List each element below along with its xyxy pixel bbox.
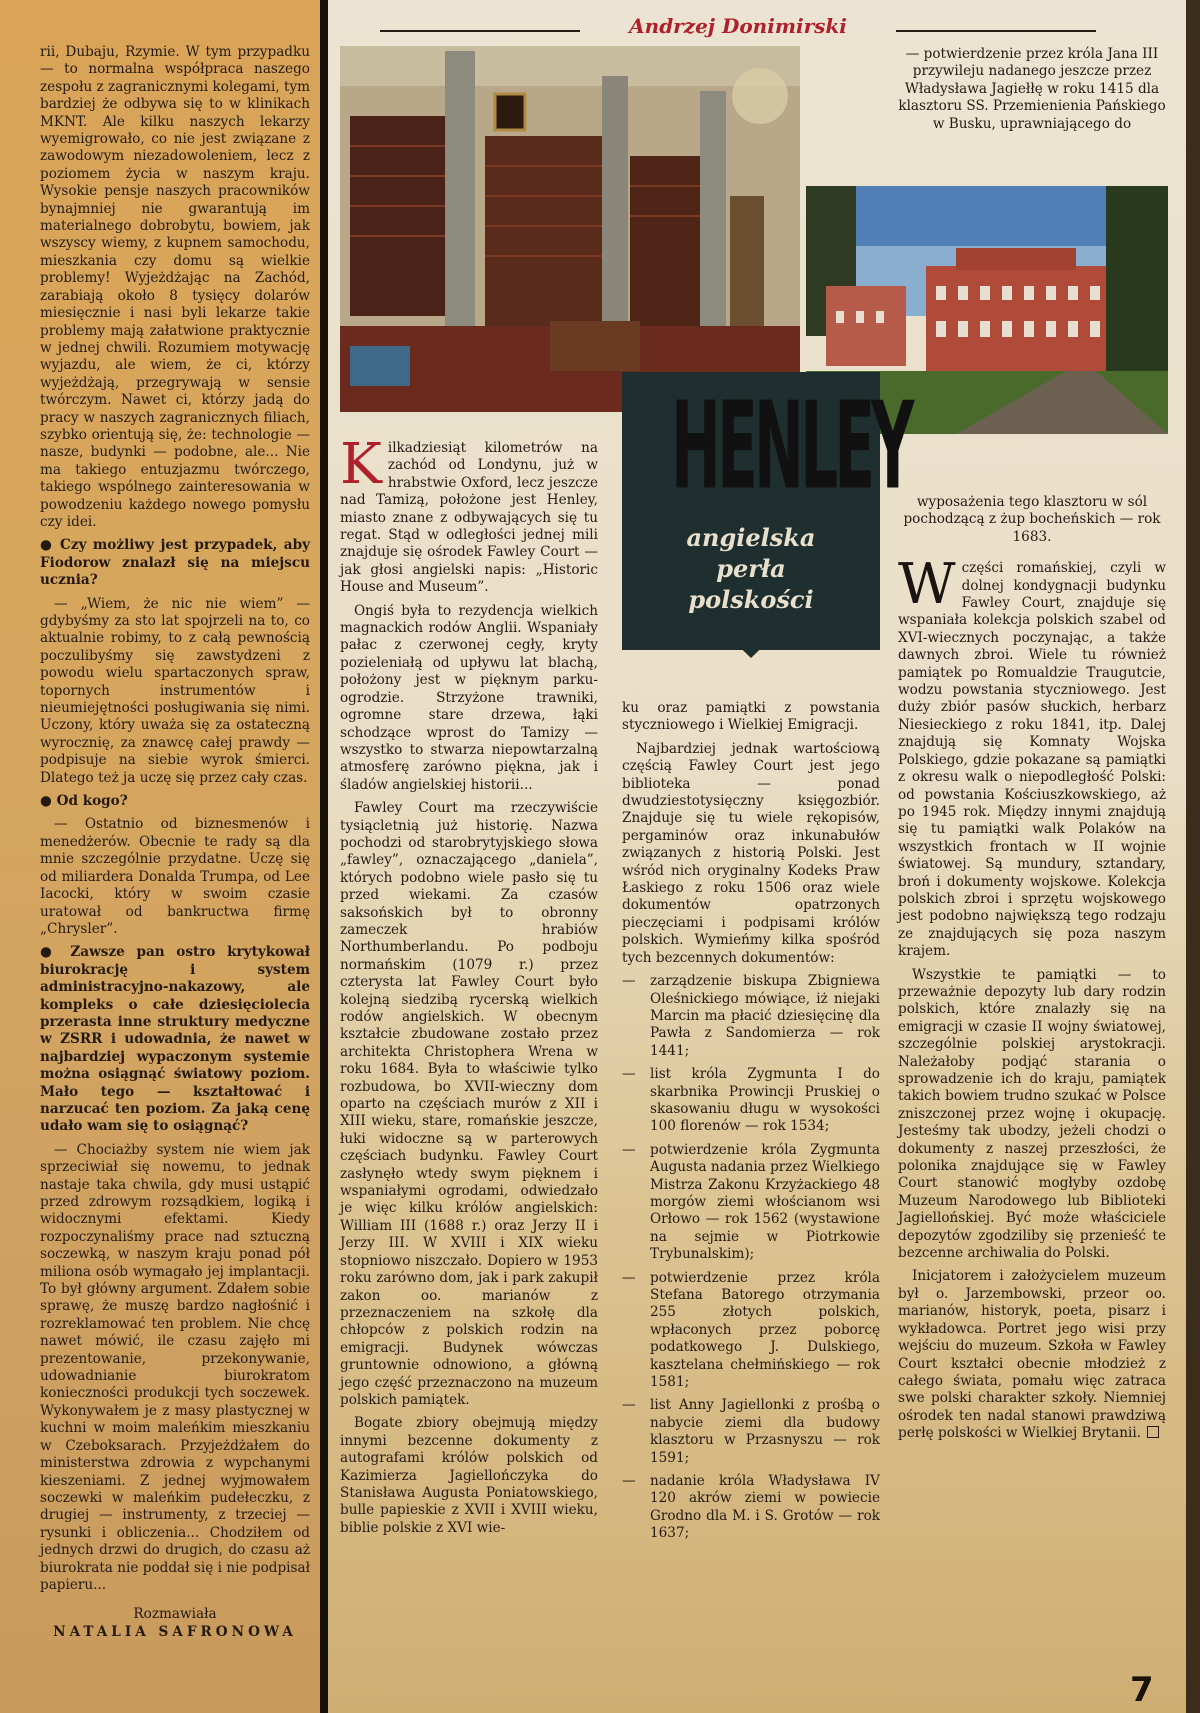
title-box (622, 372, 911, 650)
article-title: HENLEY (671, 376, 911, 516)
list-item: — list króla Zygmunta I do skarbnika Prowincji Pruskiej o skasowaniu długu w wysokości 100 florenów — rok 1534; (622, 1066, 880, 1136)
subtitle-line: polskości (688, 585, 814, 614)
list-item: — zarządzenie biskupa Zbigniewa Oleśnickiego mówiące, iż niejaki Marcin ma płacić dziesięcinę dla Pawła z Sandomierza — rok 1441; (622, 973, 880, 1060)
article-paragraph (898, 1268, 1166, 1442)
article-paragraph: Wszystkie te pamiątki — to przeważnie depozyty lub dary rodzin polskich, które znalazły się na emigracji w czasie II wojny światowej, szczególnie polskiej arystokracji. Należałoby podjąć starania o sprowadzenie ich do kraju, pamiątek takich bowiem trudno szukać w Polsce zniszczonej przez wojnę i okupację. Jesteśmy tak ubodzy, jeżeli chodzi o dokumenty z naszej przeszłości, że polonika znajdujące się w Fawley Court stanowić mogłyby ozdobę Muzeum Narodowego lub Biblioteki Jagiellońskiej. Być może właściciele depozytów zgodziliby się przenieść te bezcenne archiwalia do Polski. (898, 966, 1166, 1262)
section-text: części romańskiej, czyli w dolnej kondygnacji budynku Fawley Court, znajduje się wspaniała kolekcja polskich szabel od XVI-wiecznych poczynając, a także dawnych zbroi. Wiele tu również pamiątek po Romualdzie Traugutcie, wodzu powstania styczniowego. Jest duży zbiór pasów słuckich, herbarz Niesieckiego z roku 1841, itp. Dalej znajdują się Komnaty Wojska Polskiego, gdzie pokazane są pamiątki z okresu walk o niepodległość Polski: od powstania Kościuszkowskiego, aż po 1945 rok. Między innymi znajdują się tu pamiątki walk Polaków na wszystkich frontach w II wojnie światowej. Są mundury, sztandary, broń i dokumenty wojskowe. Kolekcja polskich zbroi i sprzętu wojskowego jest podobno największą tego rodzaju ze znajdujących się poza naszym krajem. (898, 560, 1166, 960)
dropcap: K (340, 432, 382, 497)
article-paragraph: Fawley Court ma rzeczywiście tysiącletnią już historię. Nazwa pochodzi od starobrytyjskiego słowa „fawley”, oznaczającego „daniela”, których podobno wiele pasło się tu przed wiekami. Za czasów saksońskich był to obronny zameczek hrabiów Northumberlandu. Po podboju normańskim (1079 r.) przez czterysta lat Fawley Court było kolejną siedzibą rycerską wielkich rodów angielskich. W obecnym kształcie zbudowane zostało przez architekta Christophera Wrena w roku 1684. Była to właściwie tylko rozbudowa, bo XVII-wieczny dom oparto na częściach murów z XII i XIII wieku, stare, romańskie jeszcze, łuki widoczne są w parterowych częściach budynku. Fawley Court zasłynęło wtedy swym pięknem i wspaniałymi ogrodami, odwiedzało je więc kilku królów angielskich: William III (1688 r.) oraz Jerzy II i Jerzy III. W XVIII i XIX wieku stopniowo niszczało. Dopiero w 1953 roku zarówno dom, jak i park zakupił zakon oo. marianów z przeznaczeniem na szkołę dla chłopców z polskich rodzin na emigracji. Budynek wówczas gruntownie odnowiono, a główną jego część przeznaczono na muzeum polskich pamiątek. (340, 800, 598, 1408)
article-paragraph (898, 552, 1166, 960)
page-edge (1186, 0, 1200, 1713)
closing-text: Inicjatorem i założycielem muzeum był o. Jarzembowski, przeor oo. marianów, historyk, poeta, pisarz i wykładowca. Portret jego wisi przy wejściu do muzeum. Szkoła w Fawley Court kształci obecnie młodzież z całego świata, pomału więc zatraca swe polski charakter szkoły. Niemniej ośrodek ten nadal stanowi prawdziwą perłę polskości w Wielkiej Brytanii. (898, 1268, 1166, 1442)
interview-column-background (0, 0, 320, 1713)
signoff-label: Rozmawiała (133, 1606, 217, 1623)
interview-column (40, 44, 310, 1641)
list-item: — nadanie króla Władysława IV 120 akrów ziemi w powiecie Grodno dla M. i S. Grotów — rok 1637; (622, 1473, 880, 1543)
column-divider (320, 0, 328, 1713)
title-box-pointer (726, 634, 776, 660)
interview-paragraph: rii, Dubaju, Rzymie. W tym przypadku — to normalna współpraca naszego zespołu z zagranicznymi kolegami, tym bardziej że odbywa się to w klinikach MKNT. Ale kilku naszych lekarzy wyemigrowało, co nie jest związane z zawodowym niezadowoleniem, lecz z poziomem życia w naszym kraju. Wysokie pensje naszych pracowników bynajmniej nie gwarantują im materialnego dobrobytu, bowiem, jak wszyscy wiemy, z kupnem samochodu, mieszkania czy domu są wielkie problemy! Wyjeżdżając na Zachód, zarabiają około 8 tysięcy dolarów miesięcznie i nasi byli lekarze takie problemy mają załatwione praktycznie w jednej chwili. Rozumiem motywację wyjazdu, ale wiem, że ci, którzy wyjeżdżają, przegrywają w sensie twórczym. Nawet ci, którzy jadą do pracy w naszych zagranicznych filiach, szybko orientują się, że: technologie — nasze, budynki — podobne, ale... Nie ma takiego entuzjazmu twórczego, takiego wspólnego zainteresowania w powodzeniu każdego nowego pomysłu czy idei. (40, 44, 311, 530)
article-subtitle (622, 522, 880, 615)
lead-text: ilkadziesiąt kilometrów na zachód od Londynu, już w hrabstwie Oxford, lecz jeszcze nad Tamizą, położone jest Henley, miasto znane z odbywających się tu regat. Stąd w odległości jednej mili znajduje się ośrodek Fawley Court — jak głosi angielski napis: „Historic House and Museum”. (340, 440, 598, 596)
article-paragraph: ku oraz pamiątki z powstania styczniowego i Wielkiej Emigracji. (622, 700, 880, 734)
interview-paragraph: — Chociażby system nie wiem jak sprzeciwiał się nowemu, to jednak nastaje taka chwila, gdy musi ustąpić przed zdrowym rozsądkiem, logiką i widocznymi efektami. Kiedy rozpoczynaliśmy prace nad sztuczną soczewką, w naszym kraju ponad pół miliona osób wymagało jej implantacji. To był główny argument. Zdałem sobie sprawę, że muszę bardzo nagłośnić i rozreklamować ten problem. Nie chcę nawet mówić, ile czasu zajęło mi prezentowanie, przekonywanie, udowadnianie biurokratom konieczności produkcji tych soczewek. Wykonywałem je z masy plastycznej w kuchni w moim maleńkim mieszkaniu w Czeboksarach. Przyjeżdżałem do ministerstwa zdrowia z wypchanymi kieszeniami. Z jednej wyjmowałem soczewki w maleńkim pudełeczku, z drugiej — instrumenty, z trzeciej — rysunki i obliczenia... Chodziłem od jednych drzwi do drugich, do czasu aż biurokrata nie poddał się i nie podpisał papieru... (40, 1141, 310, 1593)
article-column-1 (340, 432, 598, 1543)
article-paragraph (340, 432, 598, 597)
signoff-name: NATALIA SAFRONOWA (53, 1623, 297, 1640)
dropcap: W (898, 552, 956, 618)
interview-paragraph: — Ostatnio od biznesmenów i menedżerów. Obecnie te rady są dla mnie szczególnie przydatne. Uczę się od miliardera Donalda Trumpa, od Lee Iacocki, który w swoim czasie uratował od bankructwa firmę „Chrysler”. (40, 816, 310, 937)
list-item: — potwierdzenie króla Zygmunta Augusta nadania przez Wielkiego Mistrza Zakonu Krzyżackiego 48 morgów ziemi włościanom wsi Orłowo — rok 1562 (wystawione na sejmie w Piotrkowie Trybunalskim); (622, 1142, 880, 1264)
byline: Andrzej Donimirski (629, 14, 847, 38)
interview-question: ● Od kogo? (40, 793, 310, 810)
page-number: 7 (1130, 1670, 1154, 1710)
byline-rule-left (380, 30, 580, 32)
interview-question: ● Czy możliwy jest przypadek, aby Fiodorow znalazł się na miejscu ucznia? (40, 537, 310, 589)
article-paragraph: Bogate zbiory obejmują między innymi bezcenne dokumenty z autografami królów polskich od Kazimierza Jagiellończyka do Stanisława Augusta Poniatowskiego, bulle papieskie z XVII i XVIII wieku, biblie polskie z XVI wie- (340, 1415, 598, 1536)
list-item: — potwierdzenie przez króla Stefana Batorego otrzymania 255 złotych polskich, wpłaconych przez poborcę podatkowego J. Dulskiego, kasztelana chełmińskiego — rok 1581; (622, 1270, 880, 1392)
library-photo (340, 46, 800, 412)
library-illustration (340, 46, 800, 412)
article-paragraph: — potwierdzenie przez króla Jana III przywileju nadanego jeszcze przez Władysława Jagiełłę w roku 1415 dla klasztoru SS. Przemienienia Pańskiego w Busku, uprawniającego do (898, 46, 1166, 132)
interview-question: ● Zawsze pan ostro krytykował biurokrację i system administracyjno-nakazowy, ale kompleks o całe dziesięciolecia przerasta inne struktury medyczne w ZSRR i udowadnia, że nawet w najbardziej wypaczonym systemie można osiągnąć światowy poziom. Mało tego — kształtować i narzucać ten poziom. Za jaką cenę udało wam się to osiągnąć? (40, 944, 310, 1135)
article-paragraph: wyposażenia tego klasztoru w sól pochodzącą z żup bocheńskich — rok 1683. (903, 494, 1161, 545)
article-column-3 (898, 494, 1166, 1449)
documents-list (622, 973, 880, 1543)
interview-paragraph: — „Wiem, że nic nie wiem” — gdybyśmy za sto lat spojrzeli na to, co aktualnie robimy, to z całą pewnością poczulibyśmy się zawstydzeni z powodu wielu spartaczonych spraw, topornych instrumentów i nieumiejętności posługiwania się nimi. Uczony, który uważa się za ostateczną wyrocznię, za znawcę całej prawdy — podpisuje na siebie wyrok śmierci. Dlatego też ja uczę się przez cały czas. (40, 595, 310, 786)
end-mark-icon (1147, 1426, 1159, 1438)
list-item: — list Anny Jagiellonki z prośbą o nabycie ziemi dla budowy klasztoru w Przasnyszu — rok 1591; (622, 1397, 880, 1467)
byline-rule-right (896, 30, 1096, 32)
article-paragraph: Ongiś była to rezydencja wielkich magnackich rodów Anglii. Wspaniały pałac z czerwonej cegły, kryty pozieleniałą od upływu lat blachą, położony jest w pięknym parku-ogrodzie. Strzyżone trawniki, ogromne stare drzewa, łąki schodzące wprost do Tamizy — wszystko to stwarza niepowtarzalną atmosferę zarówno piękna, jak i śladów angielskiej historii... (340, 602, 598, 793)
article-column-2 (622, 700, 880, 1549)
article-column-3-top (898, 46, 1166, 139)
subtitle-line: perła (716, 554, 786, 583)
subtitle-line: angielska (686, 523, 816, 552)
article-paragraph: Najbardziej jednak wartościową częścią Fawley Court jest jego biblioteka — ponad dwudziestotysięczny księgozbiór. Znajduje się tu wiele rękopisów, pergaminów oraz inkunabułów związanych z historią Polski. Jest wśród nich oryginalny Kodeks Praw Łaskiego z roku 1506 oraz wiele dokumentów opatrzonych pieczęciami i podpisami królów polskich. Wymieńmy kilka spośród tych bezcennych dokumentów: (622, 740, 880, 966)
